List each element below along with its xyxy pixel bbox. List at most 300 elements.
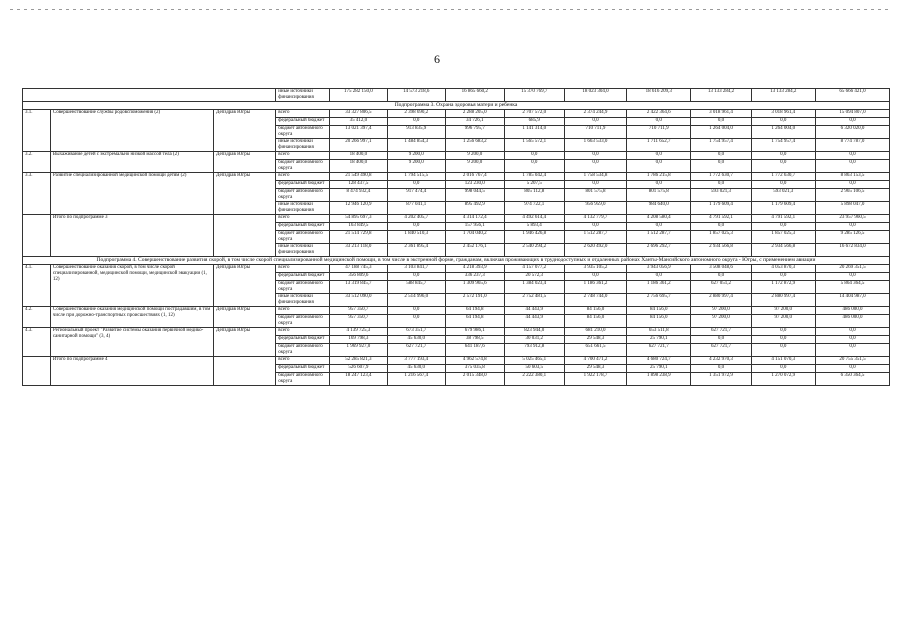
value-cell: 4 962 574,8	[445, 357, 504, 365]
value-cell: 9 200,0	[445, 160, 504, 173]
value-cell: 593 021,3	[751, 189, 815, 202]
value-cell: 336 237,3	[445, 273, 504, 281]
value-cell: 486 000,0	[815, 315, 889, 328]
funding-source: бюджет автономного округа	[276, 231, 330, 244]
value-cell: 1 711 652,7	[627, 139, 691, 152]
executor: Депздрав Югры	[213, 152, 275, 173]
executor: Депздрав Югры	[213, 265, 275, 307]
value-cell: 627 721,7	[691, 344, 751, 357]
value-cell: 710 711,9	[627, 126, 691, 139]
value-cell: 0,0	[815, 118, 889, 126]
value-cell: 805 112,8	[504, 189, 564, 202]
value-cell: 14 573 218,6	[387, 89, 445, 102]
value-cell: 1 754 957,4	[751, 139, 815, 152]
value-cell: 998 044,5	[445, 189, 504, 202]
value-cell: 917 474,4	[387, 189, 445, 202]
value-cell: 0,0	[691, 152, 751, 160]
value-cell: 793 912,8	[504, 344, 564, 357]
value-cell: 4 218 393,9	[445, 265, 504, 273]
value-cell: 0,0	[504, 160, 564, 173]
value-cell: 0,0	[751, 223, 815, 231]
value-cell: 801 575,8	[627, 189, 691, 202]
value-cell: 801 575,8	[564, 189, 626, 202]
value-cell: 0,0	[387, 118, 445, 126]
value-cell: 1 512 287,7	[564, 231, 626, 244]
value-cell: 1 186 361,2	[627, 281, 691, 294]
value-cell: 0,0	[387, 315, 445, 328]
value-cell: 84 156,0	[627, 307, 691, 315]
value-cell: 0,0	[564, 160, 626, 173]
value-cell: 29 548,3	[564, 365, 626, 373]
value-cell: 84 156,0	[564, 315, 626, 328]
table-row	[23, 328, 890, 336]
funding-source: бюджет автономного округа	[276, 189, 330, 202]
value-cell: 0,0	[815, 344, 889, 357]
value-cell: 84 156,0	[627, 315, 691, 328]
value-cell: 8 474 932,4	[329, 189, 387, 202]
item-number: 3.1.	[23, 110, 51, 152]
value-cell: 14 404 987,0	[815, 294, 889, 307]
value-cell: 1 704 040,2	[445, 231, 504, 244]
value-cell: 0,0	[387, 223, 445, 231]
item-number: 4.2.	[23, 307, 51, 328]
value-cell: 0,0	[627, 181, 691, 189]
funding-source: иные источники финансирования	[276, 294, 330, 307]
value-cell: 64 194,8	[445, 307, 504, 315]
page-number: 6	[434, 52, 440, 66]
value-cell: 2 361 895,4	[387, 244, 445, 257]
table-row	[23, 265, 890, 273]
value-cell: 1 351 972,9	[691, 373, 751, 386]
value-cell: 0,0	[751, 160, 815, 173]
value-cell: 2 756 695,7	[627, 294, 691, 307]
value-cell: 3 508 048,6	[691, 265, 751, 273]
value-cell: 169 798,3	[329, 336, 387, 344]
value-cell: 0,0	[815, 273, 889, 281]
funding-source: всего	[276, 152, 330, 160]
value-cell: 4 208 580,4	[627, 215, 691, 223]
value-cell: 0,0	[627, 160, 691, 173]
value-cell: 2 452 176,1	[445, 244, 504, 257]
value-cell: 20 266 997,1	[329, 139, 387, 152]
value-cell: 50 603,5	[504, 365, 564, 373]
value-cell: 4 680 724,7	[627, 357, 691, 365]
subprogram-3-header: Подпрограмма 3. Охрана здоровья матери и ребенка	[23, 102, 890, 110]
value-cell: 0,0	[815, 223, 889, 231]
value-cell: 21 549 490,8	[329, 173, 387, 181]
value-cell: 2 398 690,2	[387, 110, 445, 118]
value-cell: 0,0	[387, 273, 445, 281]
value-cell: 5 025 465,1	[504, 357, 564, 365]
value-cell: 97 200,0	[751, 315, 815, 328]
value-cell: 6 320 020,0	[815, 126, 889, 139]
value-cell: 3 018 961,4	[691, 110, 751, 118]
value-cell: 0,0	[564, 118, 626, 126]
item-name: Совершенствование оказания скорой, в том числе скорой специализированной, медицинской помощи, медицинской эвакуации (1, 12)	[50, 265, 213, 307]
value-cell: 29 548,3	[564, 336, 626, 344]
value-cell: 877 041,1	[387, 202, 445, 215]
value-cell: 627 721,7	[387, 344, 445, 357]
value-cell: 0,0	[751, 118, 815, 126]
value-cell: 1 216 567,4	[387, 373, 445, 386]
value-cell: 0,0	[815, 365, 889, 373]
value-cell: 653 511,8	[627, 328, 691, 336]
value-cell: 651 661,5	[564, 344, 626, 357]
funding-source: иные источники финансирования	[276, 139, 330, 152]
value-cell: 4 700 471,2	[564, 357, 626, 365]
funding-source: всего	[276, 307, 330, 315]
value-cell: 0,0	[751, 344, 815, 357]
value-cell: 1 264 004,0	[751, 126, 815, 139]
value-cell: 5 893,4	[504, 223, 564, 231]
table-row	[23, 173, 890, 181]
item-number: 4.1.	[23, 265, 51, 307]
value-cell: 2 620 492,0	[564, 244, 626, 257]
value-cell: 1 794 515,5	[387, 173, 445, 181]
value-cell: 0,0	[387, 307, 445, 315]
value-cell: 84 156,0	[564, 307, 626, 315]
value-cell: 0,0	[751, 181, 815, 189]
value-cell: 18 616 209,3	[627, 89, 691, 102]
value-cell: 913 835,9	[387, 126, 445, 139]
value-cell: 4 791 592,1	[691, 215, 751, 223]
value-cell: 0,0	[751, 152, 815, 160]
value-cell: 35 412,0	[329, 118, 387, 126]
value-cell: 21 514 729,8	[329, 231, 387, 244]
value-cell: 25 790,1	[627, 365, 691, 373]
item-number	[23, 357, 51, 386]
value-cell: 30 031,2	[504, 336, 564, 344]
value-cell: 1 922 178,7	[564, 373, 626, 386]
value-cell: 710 711,9	[564, 126, 626, 139]
value-cell: 123 230,0	[445, 181, 504, 189]
value-cell: 52 285 821,3	[329, 357, 387, 365]
funding-source: федеральный бюджет	[276, 365, 330, 373]
value-cell: 1 840 510,3	[387, 231, 445, 244]
value-cell: 33 327 806,5	[329, 110, 387, 118]
value-cell: 1 256 683,2	[445, 139, 504, 152]
document-page	[22, 88, 890, 386]
table-row	[23, 89, 890, 102]
value-cell: 974 722,1	[504, 202, 564, 215]
executor: Депздрав Югры	[213, 173, 275, 215]
value-cell: 0,0	[564, 223, 626, 231]
value-cell: 2 934 566,8	[751, 244, 815, 257]
value-cell: 9 200,0	[387, 152, 445, 160]
value-cell: 486 000,0	[815, 307, 889, 315]
funding-source: бюджет автономного округа	[276, 315, 330, 328]
value-cell: 13 021 397,4	[329, 126, 387, 139]
section-row	[23, 102, 890, 110]
item-number: 3.3.	[23, 173, 51, 215]
value-cell: 16 865 660,2	[445, 89, 504, 102]
value-cell: 15 370 769,7	[504, 89, 564, 102]
value-cell: 679 986,1	[445, 328, 504, 336]
value-cell: 4 157 077,2	[504, 265, 564, 273]
item-name: Совершенствование оказания медицинской помощи пострадавшим, в том числе при дорожно-транспортных происшествиях (1, 12)	[50, 307, 213, 328]
value-cell: 2 965 106,5	[815, 189, 889, 202]
value-cell: 4 232 970,3	[691, 357, 751, 365]
value-cell: 0,0	[627, 118, 691, 126]
value-cell: 0,0	[564, 273, 626, 281]
value-cell: 681 210,0	[564, 328, 626, 336]
value-cell: 1 179 609,4	[751, 202, 815, 215]
value-cell: 1 384 023,4	[504, 281, 564, 294]
funding-source: федеральный бюджет	[276, 181, 330, 189]
value-cell: 2 288 205,0	[445, 110, 504, 118]
value-cell: 2 374 244,9	[564, 110, 626, 118]
value-cell: 1 565 572,1	[504, 139, 564, 152]
funding-source: федеральный бюджет	[276, 118, 330, 126]
value-cell: 1 898 238,9	[627, 373, 691, 386]
value-cell: 3 103 841,7	[387, 265, 445, 273]
value-cell: 3 777 193,4	[387, 357, 445, 365]
value-cell: 1 663 533,0	[564, 139, 626, 152]
value-cell: 1 512 287,7	[627, 231, 691, 244]
funding-source: федеральный бюджет	[276, 223, 330, 231]
value-cell: 2 422 364,6	[627, 110, 691, 118]
subprogram-4-header: Подпрограмма 4. Совершенствование развития скорой, в том числе скорой специализированной медицинской помощи, в том числе в экстренной форме, гражданам, включая проживающих в труднодоступных и отдаленных районах Ханты-Мансийского автономного округа - Югры, с применением авиации	[23, 257, 890, 265]
value-cell: 25 790,1	[627, 336, 691, 344]
funding-source: бюджет автономного округа	[276, 126, 330, 139]
value-cell: 18 247 123,4	[329, 373, 387, 386]
value-cell: 33 213 118,0	[329, 244, 387, 257]
table-row	[23, 110, 890, 118]
funding-source: всего	[276, 110, 330, 118]
item-name: Региональный проект "Развитие системы оказания первичной медико-санитарной помощи" (3, 4)	[50, 328, 213, 357]
value-cell: 18 023 304,0	[564, 89, 626, 102]
blank-cell	[23, 89, 276, 102]
item-name: Развитие специализированной медицинской помощи детям (2)	[50, 173, 213, 215]
value-cell: 128 437,5	[329, 181, 387, 189]
value-cell: 0,0	[751, 365, 815, 373]
value-cell: 1 186 361,2	[564, 281, 626, 294]
value-cell: 15 094 807,0	[815, 110, 889, 118]
value-cell: 64 194,8	[445, 315, 504, 328]
value-cell: 4 132 779,7	[564, 215, 626, 223]
value-cell: 1 785 042,4	[504, 173, 564, 181]
value-cell: 627 721,7	[627, 344, 691, 357]
value-cell: 1 484 854,3	[387, 139, 445, 152]
value-cell: 1 857 025,3	[751, 231, 815, 244]
funding-source: федеральный бюджет	[276, 273, 330, 281]
value-cell: 1 754 957,4	[691, 139, 751, 152]
value-cell: 5 207,5	[504, 181, 564, 189]
table-row	[23, 357, 890, 365]
value-cell: 97 200,0	[691, 315, 751, 328]
value-cell: 0,0	[691, 118, 751, 126]
value-cell: 9 200,0	[445, 152, 504, 160]
item-number	[23, 215, 51, 257]
funding-source: всего	[276, 328, 330, 336]
value-cell: 0,0	[815, 336, 889, 344]
value-cell: 627 721,7	[691, 328, 751, 336]
value-cell: 1 172 872,9	[751, 281, 815, 294]
value-cell: 2 752 481,5	[504, 294, 564, 307]
scan-artifact-line	[10, 9, 890, 10]
table-row	[23, 152, 890, 160]
value-cell: 2 748 744,0	[564, 294, 626, 307]
value-cell: 13 133 284,2	[691, 89, 751, 102]
value-cell: 956 959,0	[564, 202, 626, 215]
value-cell: 588 845,7	[387, 281, 445, 294]
value-cell: 984 640,0	[627, 202, 691, 215]
value-cell: 0,0	[627, 273, 691, 281]
value-cell: 3 935 105,2	[564, 265, 626, 273]
value-cell: 526 607,9	[329, 365, 387, 373]
value-cell: 2 514 996,0	[387, 294, 445, 307]
value-cell: 0,0	[564, 152, 626, 160]
value-cell: 8 863 153,5	[815, 173, 889, 181]
value-cell: 0,0	[627, 223, 691, 231]
value-cell: 2 572 191,0	[445, 294, 504, 307]
value-cell: 44 443,9	[504, 307, 564, 315]
value-cell: 2 540 294,2	[504, 244, 564, 257]
executor: Депздрав Югры	[213, 328, 275, 357]
value-cell: 2 222 380,1	[504, 373, 564, 386]
value-cell: 673 351,7	[387, 328, 445, 336]
table-row	[23, 307, 890, 315]
value-cell: 375 035,8	[445, 365, 504, 373]
executor: Депздрав Югры	[213, 307, 275, 328]
budget-table	[22, 88, 890, 386]
value-cell: 9 200,0	[387, 160, 445, 173]
funding-source: иные источники финансирования	[276, 89, 330, 102]
value-cell: 2 934 566,8	[691, 244, 751, 257]
funding-source: бюджет автономного округа	[276, 344, 330, 357]
value-cell: 593 021,3	[691, 189, 751, 202]
value-cell: 2 880 997,4	[751, 294, 815, 307]
executor	[213, 215, 275, 257]
funding-source: бюджет автономного округа	[276, 373, 330, 386]
value-cell: 356 809,6	[329, 273, 387, 281]
value-cell: 0,0	[691, 181, 751, 189]
value-cell: 13 133 284,2	[751, 89, 815, 102]
value-cell: 34 726,1	[445, 118, 504, 126]
value-cell: 0,0	[504, 152, 564, 160]
value-cell: 641 187,6	[445, 344, 504, 357]
value-cell: 627 051,2	[691, 281, 751, 294]
value-cell: 97 200,0	[751, 307, 815, 315]
funding-source: всего	[276, 357, 330, 365]
value-cell: 1 309 965,6	[445, 281, 504, 294]
funding-source: всего	[276, 173, 330, 181]
value-cell: 1 857 025,3	[691, 231, 751, 244]
value-cell: 23 957 960,5	[815, 215, 889, 223]
value-cell: 0,0	[627, 152, 691, 160]
value-cell: 33 512 090,0	[329, 294, 387, 307]
value-cell: 4 139 725,3	[329, 328, 387, 336]
value-cell: 685,9	[504, 118, 564, 126]
value-cell: 1 946 426,8	[504, 231, 564, 244]
item-name: Итого по подпрограмме 3	[50, 215, 213, 257]
value-cell: 18 400,0	[329, 160, 387, 173]
value-cell: 45 630,0	[387, 336, 445, 344]
value-cell: 6 350 364,5	[815, 373, 889, 386]
value-cell: 4 151 070,3	[751, 357, 815, 365]
value-cell: 3 943 056,9	[627, 265, 691, 273]
value-cell: 4 202 405,7	[387, 215, 445, 223]
value-cell: 12 946 120,9	[329, 202, 387, 215]
funding-source: бюджет автономного округа	[276, 281, 330, 294]
funding-source: бюджет автономного округа	[276, 160, 330, 173]
value-cell: 1 772 630,7	[751, 173, 815, 181]
item-name: Выхаживание детей с экстремально низкой массой тела (2)	[50, 152, 213, 173]
value-cell: 44 443,9	[504, 315, 564, 328]
value-cell: 0,0	[387, 181, 445, 189]
item-name: Совершенствование службы родовспоможения (2)	[50, 110, 213, 152]
value-cell: 163 849,5	[329, 223, 387, 231]
item-number: 4.3.	[23, 328, 51, 357]
item-number: 3.2.	[23, 152, 51, 173]
value-cell: 2 707 572,0	[504, 110, 564, 118]
value-cell: 175 282 150,0	[329, 89, 387, 102]
value-cell: 0,0	[564, 181, 626, 189]
value-cell: 2 880 997,4	[691, 294, 751, 307]
value-cell: 4 492 614,4	[504, 215, 564, 223]
value-cell: 1 179 609,4	[691, 202, 751, 215]
funding-source: всего	[276, 265, 330, 273]
value-cell: 54 895 697,3	[329, 215, 387, 223]
funding-source: федеральный бюджет	[276, 336, 330, 344]
value-cell: 5 864 364,5	[815, 281, 889, 294]
value-cell: 20 755 351,5	[815, 357, 889, 365]
value-cell: 2 015 348,0	[445, 373, 504, 386]
section-row	[23, 257, 890, 265]
value-cell: 0,0	[751, 273, 815, 281]
value-cell: 1 969 927,0	[329, 344, 387, 357]
executor	[213, 357, 275, 386]
value-cell: 0,0	[691, 273, 751, 281]
value-cell: 0,0	[691, 160, 751, 173]
value-cell: 97 200,0	[691, 307, 751, 315]
value-cell: 0,0	[815, 152, 889, 160]
value-cell: 4 314 172,4	[445, 215, 504, 223]
table-row	[23, 215, 890, 223]
value-cell: 0,0	[751, 328, 815, 336]
value-cell: 16 672 834,0	[815, 244, 889, 257]
value-cell: 9 285 126,5	[815, 231, 889, 244]
value-cell: 4 791 592,1	[751, 215, 815, 223]
value-cell: 5 898 047,0	[815, 202, 889, 215]
funding-source: иные источники финансирования	[276, 244, 330, 257]
value-cell: 2 016 767,4	[445, 173, 504, 181]
item-name: Итого по подпрограмме 4	[50, 357, 213, 386]
value-cell: 20 572,3	[504, 273, 564, 281]
value-cell: 1 758 534,8	[564, 173, 626, 181]
value-cell: 0,0	[815, 181, 889, 189]
value-cell: 0,0	[815, 160, 889, 173]
value-cell: 0,0	[751, 336, 815, 344]
value-cell: 2 696 292,7	[627, 244, 691, 257]
executor: Депздрав Югры	[213, 110, 275, 152]
value-cell: 0,0	[691, 336, 751, 344]
value-cell: 157 956,1	[445, 223, 504, 231]
value-cell: 1 786 215,8	[627, 173, 691, 181]
value-cell: 0,0	[815, 328, 889, 336]
value-cell: 996 795,7	[445, 126, 504, 139]
value-cell: 45 630,0	[387, 365, 445, 373]
value-cell: 957 350,7	[329, 315, 387, 328]
value-cell: 1 270 072,9	[751, 373, 815, 386]
value-cell: 1 264 004,0	[691, 126, 751, 139]
value-cell: 957 350,7	[329, 307, 387, 315]
value-cell: 65 666 421,0	[815, 89, 889, 102]
funding-source: всего	[276, 215, 330, 223]
funding-source: иные источники финансирования	[276, 202, 330, 215]
value-cell: 823 944,0	[504, 328, 564, 336]
value-cell: 13 319 845,7	[329, 281, 387, 294]
